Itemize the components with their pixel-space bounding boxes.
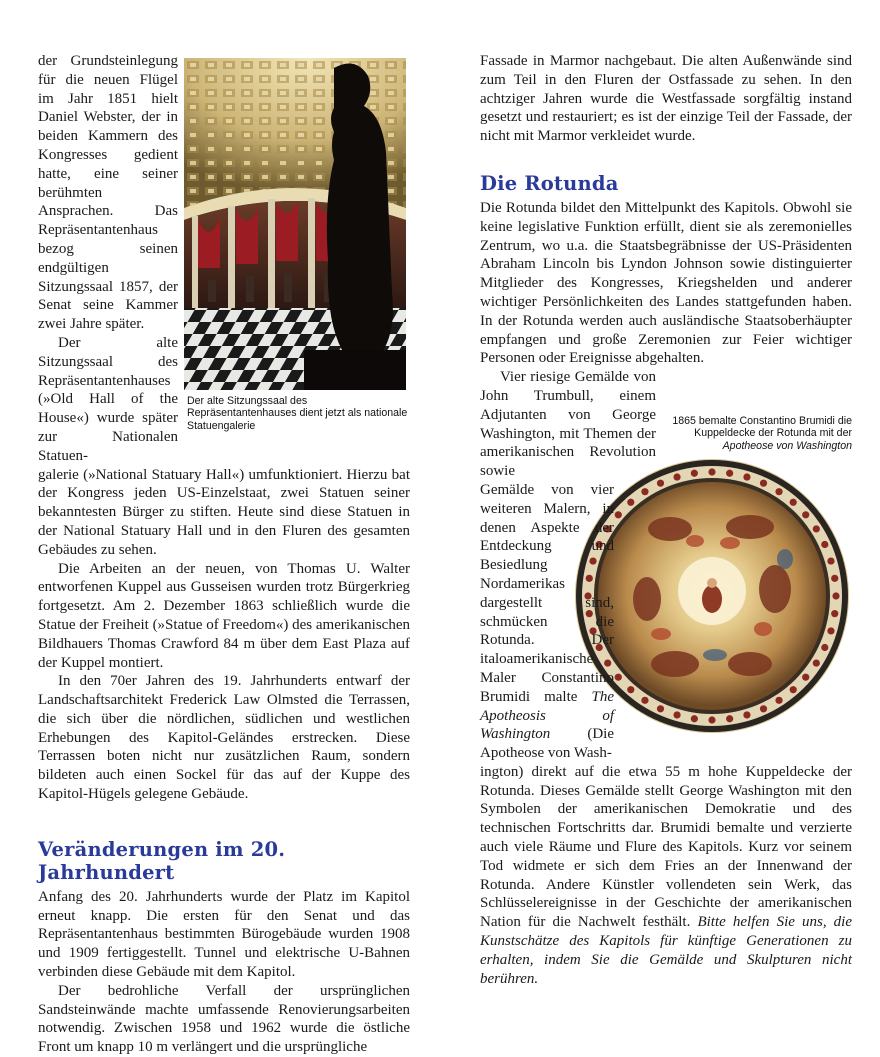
- figure-caption-title: Apotheose von Washington: [722, 439, 852, 452]
- paragraph: Die Arbeiten an der neuen, von Thomas U. Walter entworfenen Kuppel aus Gusseisen wurden trotz Bürgerkrieg fortgesetzt. Am 2. Dezember 1863 schließlich wurde die Statue der Freiheit (»Statue of Freedom«) des amerikanischen Bildhauers Thomas Crawford 84 m über dem East Plaza auf der Kuppel montiert.: [38, 560, 410, 671]
- paragraph: Anfang des 20. Jahrhunderts wurde der Platz im Kapitol erneut knapp. Die ersten für den Senat und das Repräsentantenhaus bestimmten Bürogebäude wurden 1908 und 1909 fertiggestellt. Tunnel und elektrische U-Bahnen verbinden diese Gebäude mit dem Kapitol.: [38, 888, 410, 981]
- paragraph: galerie (»National Statuary Hall«) umfunktioniert. Hierzu bat der Kongress jeden US-Einzelstaat, zwei Statuen seiner bekanntesten Bürger zu stiften. Heute sind diese Statuen in der National Statuary Hall und in den Fluren des gesamten Gebäudes zu sehen.: [38, 466, 410, 558]
- left-column: [38, 52, 410, 1057]
- paragraph: Vier riesige Gemälde von John Trumbull, einem Adjutanten von George Washington, mit Themen der amerikanischen Revolution sowie: [480, 369, 656, 480]
- paragraph-text: ington) direkt auf die etwa 55 m hohe Kuppeldecke der Rotunda. Dieses Gemälde stellt George Washington mit den Symbolen der amerikanischen Demokratie und des technischen Fortschritts dar. Brumidi bemalte und verzierte auch viele Räume und Flure des Kapitols. Kurz vor seinem Tod widmete er sich dem Fries an der Innenwand der Rotunda. Andere Künstler vollendeten sein Werk, das Schlüsselereignisse in der Geschichte der amerikanischen Nation für die Nachwelt festhält.: [480, 763, 852, 931]
- photo-caption: Der alte Sitzungssaal des Repräsentantenhauses dient jetzt als nationale Statuengalerie: [187, 395, 408, 432]
- section-heading-20th-century: Veränderungen im 20. Jahrhundert: [38, 837, 286, 884]
- paragraph: In den 70er Jahren des 19. Jahrhunderts entwarf der Landschaftsarchitekt Frederick Law Olmsted die Terrassen, die sich über die nördlichen, südlichen und westlichen Erhebungen des Kapitol-Geländes erstrecken. Diese Terrassen boten nicht nur zusätzlichen Raum, sondern bildeten auch einen Sockel für das auf der Kuppe des Kapitol-Hügels gelegene Gebäude.: [38, 673, 410, 803]
- paragraph: [480, 481, 614, 763]
- paragraph: der Grundsteinlegung für die neuen Flügel im Jahr 1851 hielt Daniel Webster, der in beiden Kammern des Kongresses gedient hatte, eine seiner berühmten Ansprachen. Das Repräsentantenhaus bezog seinen endgültigen Sitzungssaal 1857, der Senat seine Kammer zwei Jahre später.: [38, 53, 178, 333]
- paragraph: Die Rotunda bildet den Mittelpunkt des Kapitols. Obwohl sie keine legislative Funktion erfüllt, dient sie als zeremonielles Zentrum, wo u.a. die Staatsbegräbnisse der US-Präsidenten Abraham Lincoln bis Lyndon Johnson sowie distinguierter Mitglieder des Kongresses, Kriegshelden und anderer wichtiger Persönlichkeiten des Landes stattgefunden haben. In der Rotunda werden auch ausländische Staatsoberhäupter empfangen und große Zeremonien zur Feier wichtiger Personen oder Ereignisse abgehalten.: [480, 199, 852, 367]
- paragraph: Der bedrohliche Verfall der ursprünglichen Sandsteinwände machte umfassende Renovierungsarbeiten notwendig. Zwischen 1958 und 1962 wurde die östliche Front um knapp 10 m verlängert und die ursprüngliche: [38, 982, 410, 1056]
- paragraph: Der alte Sitzungssaal des Repräsentantenhauses (»Old Hall of the House«) wurde später zur Nationalen Statuen-: [38, 334, 178, 464]
- visitor-appeal: Bitte helfen Sie uns, die Kunstschätze des Kapitols für künftige Generationen zu erhalten, indem Sie die Gemälde und Skulpturen nicht berühren.: [480, 914, 853, 987]
- section-heading-rotunda: Die Rotunda: [480, 171, 619, 195]
- paragraph-text: (Die Apotheose von Wash-: [480, 726, 614, 762]
- paragraph: Fassade in Marmor nachgebaut. Die alten Außenwände sind zum Teil in den Fluren der Ostfassade zu sehen. In den achtziger Jahren wurde die Westfassade sorgfältig instand gesetzt und restauriert; es ist der einzige Teil der Fassade, der nicht mit Marmor verkleidet wurde.: [480, 53, 852, 145]
- figure-caption-text: 1865 bemalte Constantino Brumidi die Kuppeldecke der Rotunda mit der: [672, 415, 852, 440]
- right-column: [480, 52, 852, 988]
- paragraph: [480, 763, 852, 989]
- painting-title: The Apotheosis of Washington: [480, 688, 614, 743]
- paragraph-text: Gemälde von vier weiteren Malern, in denen Aspekte der Entdeckung und Besiedlung Nordamerikas dargestellt sind, schmücken die Rotunda. Der italoamerikanische Maler Constantino Brumidi malte: [480, 481, 614, 705]
